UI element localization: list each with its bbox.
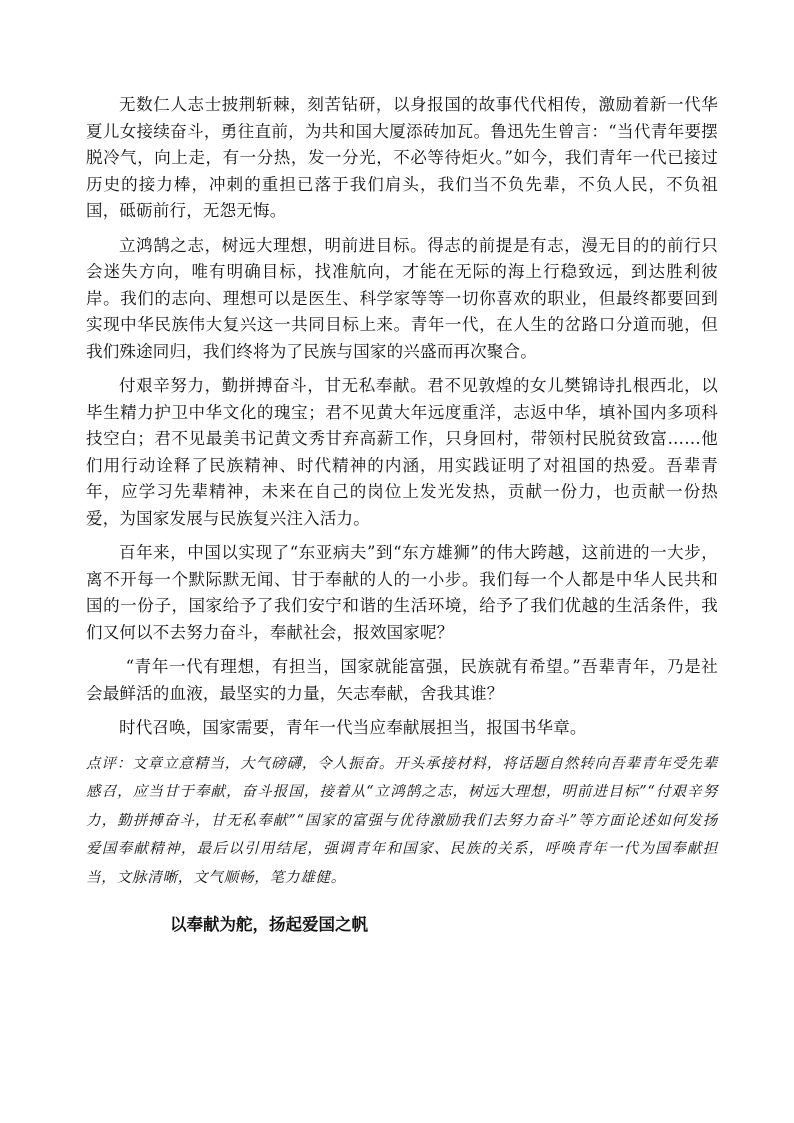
paragraph-2: 立鸿鹄之志，树远大理想，明前进目标。得志的前提是有志，漫无目的的前行只会迷失方向，唯有明确目标，找准航向，才能在无际的海上行稳致远，到达胜利彼岸。我们的志向、理想可以是医生、科学家等等一切你喜欢的职业，但最终都要回到实现中华民族伟大复兴这一共同目标上来。青年一代，在人生的岔路口分道而驰，但我们殊途同归，我们终将为了民族与国家的兴盛而再次聚合。 (86, 235, 718, 361)
document-body (86, 92, 718, 938)
paragraph-4: 百年来，中国以实现了“东亚病夫”到“东方雄狮”的伟大跨越，这前进的一大步，离不开每一个默际默无闻、甘于奉献的人的一小步。我们每一个人都是中华人民共和国的一份子，国家给予了我们安宁和谐的生活环境，给予了我们优越的生活条件，我们又何以不去努力奋斗，奉献社会，报效国家呢？ (86, 543, 718, 642)
essay-title: 以奉献为舵，扬起爱国之帆 (170, 915, 368, 934)
commentary: 点评：文章立意精当，大气磅礴，令人振奋。开头承接材料，将话题自然转向吾辈青年受先辈感召，应当甘于奉献，奋斗报国，接着从“立鸿鹄之志，树远大理想，明前进目标”“付艰辛努力，勤拼搏奋斗，甘无私奉献”“国家的富强与优待激励我们去努力奋斗”等方面论述如何发扬爱国奉献精神，最后以引用结尾，强调青年和国家、民族的关系，呼唤青年一代为国奉献担当，文脉清晰，文气顺畅，笔力雄健。 (86, 755, 718, 886)
paragraph-3: 付艰辛努力，勤拼搏奋斗，甘无私奉献。君不见敦煌的女儿樊锦诗扎根西北，以毕生精力护卫中华文化的瑰宝；君不见黄大年远度重洋，志返中华，填补国内多项科技空白；君不见最美书记黄文秀甘弃高薪工作，只身回村，带领村民脱贫致富……他们用行动诠释了民族精神、时代精神的内涵，用实践证明了对祖国的热爱。吾辈青年，应学习先辈精神，未来在自己的岗位上发光发热，贡献一份力，也贡献一份热爱，为国家发展与民族复兴注入活力。 (86, 376, 718, 528)
paragraph-5: “青年一代有理想，有担当，国家就能富强，民族就有希望。”吾辈青年，乃是社会最鲜活的血液，最坚实的力量，矢志奉献，舍我其谁？ (86, 657, 718, 703)
paragraph-1: 无数仁人志士披荆斩棘，刻苦钻研，以身报国的故事代代相传，激励着新一代华夏儿女接续奋斗，勇往直前，为共和国大厦添砖加瓦。鲁迅先生曾言：“当代青年要摆脱冷气，向上走，有一分热，发一分光，不必等待炬火。”如今，我们青年一代已接过历史的接力棒，冲刺的重担已落于我们肩头，我们当不负先辈，不负人民，不负祖国，砥砺前行，无怨无悔。 (86, 95, 718, 220)
paragraph-6: 时代召唤，国家需要，青年一代当应奉献展担当，报国书华章。 (119, 718, 587, 737)
